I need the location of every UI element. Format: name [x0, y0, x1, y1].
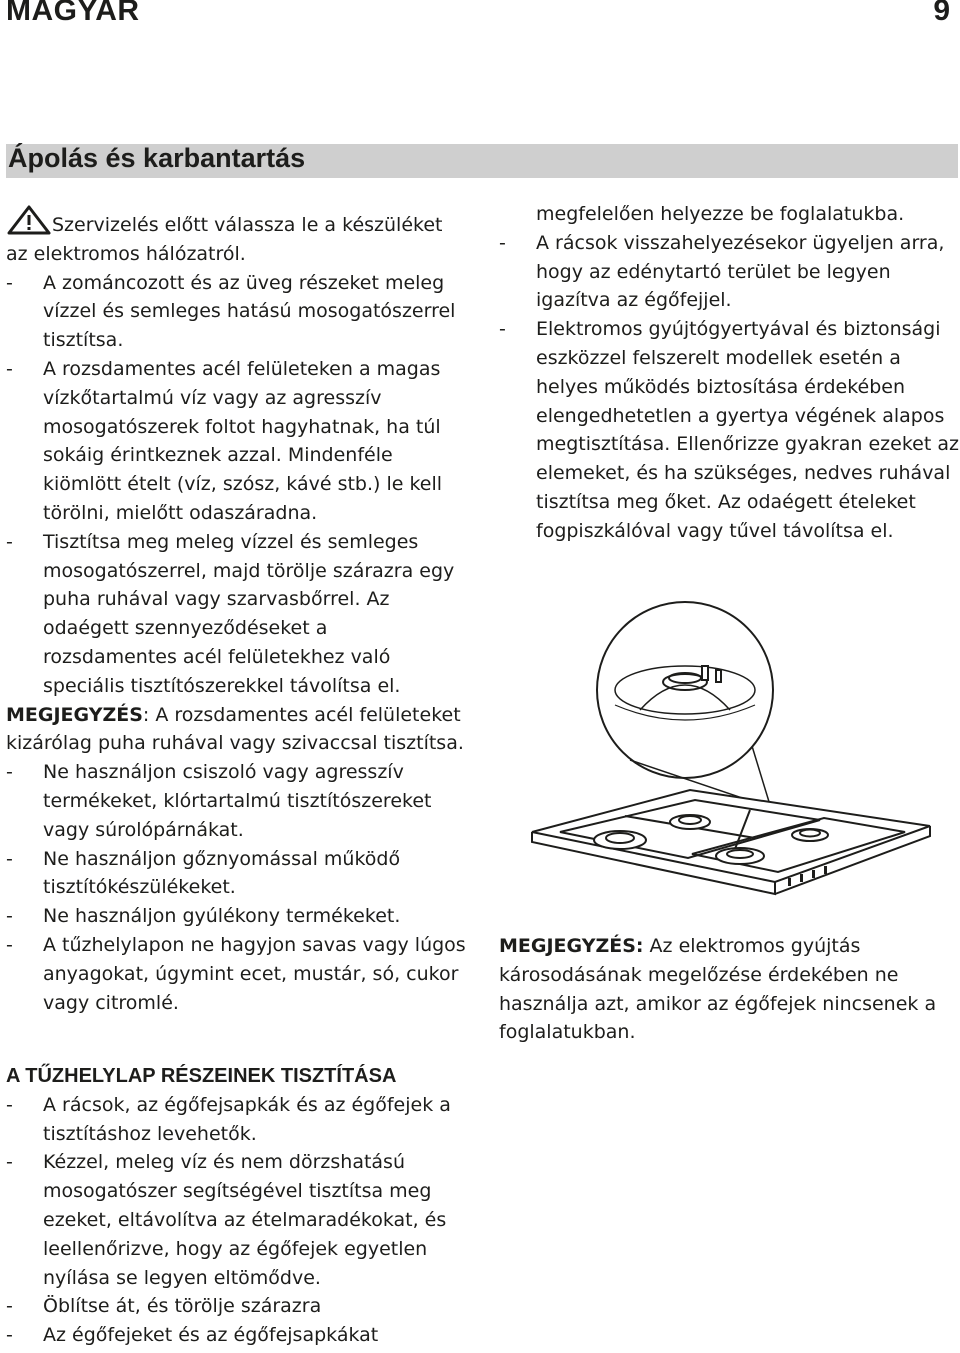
note-paragraph: [6, 701, 466, 759]
warning-paragraph: [6, 205, 466, 269]
burner-closeup-circle: [597, 602, 773, 778]
list-item: [499, 229, 959, 315]
note-text: : A rozsdamentes acél felületeket kizárólag puha ruhával vagy szivaccsal tisztítsa.: [6, 703, 464, 755]
list-item: [6, 902, 466, 931]
dash-marker: -: [499, 231, 506, 254]
dash-marker: -: [6, 1295, 13, 1318]
hob-illustration: [520, 600, 940, 910]
list-item-text: Ne használjon gyúlékony termékeket.: [43, 905, 401, 928]
list-item-text: A zománcozott és az üveg részeket meleg vízzel és semleges hatású mosogatószerrel tisztítsa.: [43, 271, 456, 352]
list-item: [6, 1148, 476, 1292]
dash-marker: -: [6, 761, 13, 784]
note-paragraph: [499, 932, 959, 1047]
list-item: [6, 528, 466, 701]
dash-marker: -: [6, 905, 13, 928]
note-label: MEGJEGYZÉS: [6, 703, 143, 726]
list-item-text: Elektromos gyújtógyertyával és biztonsági eszközzel felszerelt modellek esetén a helyes működés biztosítása érdekében elengedhetetlen a gyertya végének alapos megtisztítása. Ellenőrizze gyakran ezeket az elemeket, és ha szükséges, nedves ruhával tisztítsa meg őket. Az odaégett ételeket fogpiszkálóval vagy tűvel távolítsa el.: [536, 318, 959, 542]
left-column-cleaning-section: [6, 1062, 476, 1350]
dash-marker: -: [6, 847, 13, 870]
dash-marker: -: [6, 1324, 13, 1347]
list-item-text: Ne használjon csiszoló vagy agresszív termékeket, klórtartalmú tisztítószereket vagy súrolópárnákat.: [43, 761, 432, 841]
list-item-text: A tűzhelylapon ne hagyjon savas vagy lúgos anyagokat, úgymint ecet, mustár, só, cukor vagy citromlé.: [43, 933, 466, 1014]
list-item: [499, 315, 959, 545]
dash-marker: -: [6, 357, 13, 380]
note-text: Az elektromos gyújtás károsodásának megelőzése érdekében ne használja azt, amikor az égőfejek nincsenek a foglalatukban.: [499, 935, 937, 1044]
list-item: [6, 931, 466, 1017]
warning-text: Szervizelés előtt válassza le a készüléket az elektromos hálózatról.: [6, 214, 443, 265]
list-item: [6, 1292, 476, 1321]
list-item: [6, 269, 466, 355]
continuation-text: megfelelően helyezze be foglalatukba.: [536, 203, 905, 225]
list-item-text: A rozsdamentes acél felületeken a magas vízkőtartalmú víz vagy az agresszív mosogatószerek foltot hagyhatnak, ha túl sokáig érintkeznek azzal. Mindenféle kiömlött ételt (víz, szósz, kávé stb.) le kell törölni, mielőtt odaszáradna.: [43, 357, 443, 524]
list-item: [6, 845, 466, 903]
page-number: 9: [933, 0, 950, 27]
right-column: [499, 200, 959, 546]
list-item: [6, 355, 466, 528]
list-item: [6, 1091, 476, 1149]
dash-marker: -: [6, 271, 13, 294]
dash-marker: -: [6, 933, 13, 956]
dash-marker: -: [6, 530, 13, 553]
warning-triangle-icon: [6, 205, 52, 235]
list-item: [6, 1321, 476, 1350]
left-column: [6, 205, 466, 1017]
right-note: [499, 932, 959, 1047]
list-item-text: Öblítse át, és törölje szárazra: [43, 1295, 322, 1318]
dash-marker: -: [6, 1093, 13, 1116]
list-item-text: A rácsok, az égőfejsapkák és az égőfejek a tisztításhoz levehetők.: [43, 1093, 451, 1145]
list-item-text: Ne használjon gőznyomással működő tisztítókészülékeket.: [43, 847, 401, 899]
list-item: [6, 758, 466, 844]
dash-marker: -: [499, 318, 506, 341]
list-item-text: Kézzel, meleg víz és nem dörzshatású mosogatószer segítségével tisztítsa meg ezeket, eltávolítva az ételmaradékokat, és leellenőrizve, hogy az égőfejek egyetlen nyílása se legyen eltömődve.: [43, 1151, 447, 1289]
dash-marker: -: [6, 1151, 13, 1174]
language-header: MAGYAR: [6, 0, 140, 27]
list-item-text: A rácsok visszahelyezésekor ügyeljen arra, hogy az edénytartó terület be legyen igazítva az égőfejjel.: [536, 231, 945, 312]
note-label: MEGJEGYZÉS:: [499, 935, 644, 957]
section-title: Ápolás és karbantartás: [8, 143, 306, 173]
list-item-text: Tisztítsa meg meleg vízzel és semleges mosogatószerrel, majd törölje szárazra egy puha ruhával vagy szarvasbőrrel. Az odaégett szennyeződéseket a rozsdamentes acél felületekhez való speciális tisztítószerekkel távolítsa el.: [43, 530, 455, 697]
subheading: A TŰZHELYLAP RÉSZEINEK TISZTÍTÁSA: [6, 1065, 397, 1087]
list-item-text: Az égőfejeket és az égőfejsapkákat: [43, 1324, 379, 1347]
